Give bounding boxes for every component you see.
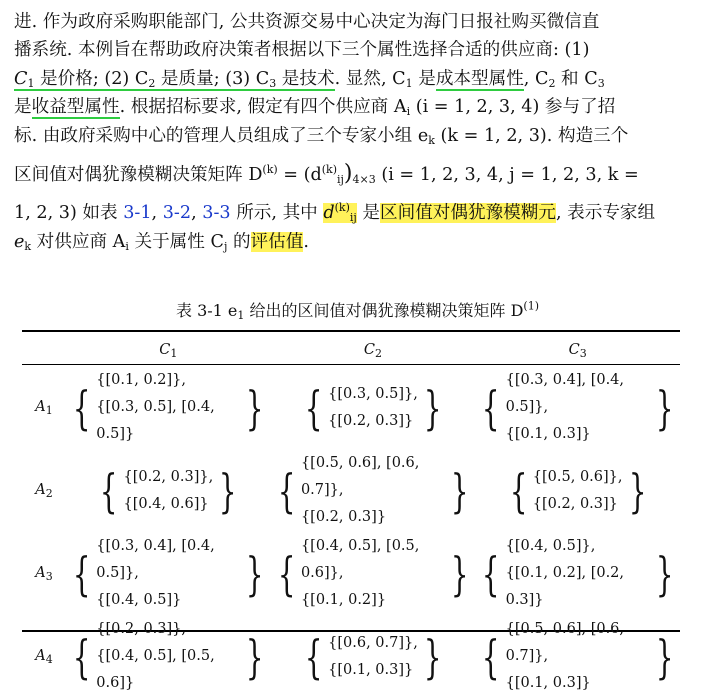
math-subscript: 2: [548, 76, 556, 90]
text-span: 是价格; (2) C: [34, 68, 149, 89]
text-span: , 表示专家组: [555, 202, 656, 223]
paragraph-line-8: [14, 228, 704, 256]
row-header-a3: $A_3$: [35, 564, 53, 583]
matrix-cell: { {[0.3, 0.5]}, {[0.2, 0.3]} }: [304, 380, 442, 435]
text-span: ,: [151, 202, 163, 223]
row-header-a2: $A_2$: [35, 481, 53, 500]
table-link-3-3[interactable]: 3-3: [202, 202, 231, 223]
table-header-row: [22, 336, 680, 366]
highlighted-element-symbol: [323, 200, 357, 224]
text-span: 区间值对偶犹豫模糊决策矩阵 D: [14, 164, 263, 185]
math-symbol: C: [14, 68, 28, 89]
matrix-cell: { {[0.1, 0.2]}, {[0.3, 0.5], [0.4, 0.5]} }: [72, 372, 264, 442]
text-span: 关于属性 C: [128, 231, 224, 252]
math-subscript: i: [125, 239, 129, 253]
text-span: 对供应商 A: [31, 231, 126, 252]
text-span: 标. 由政府采购中心的管理人员组成了三个专家小组 e: [14, 125, 429, 146]
text-span: , C: [523, 68, 549, 89]
text-span: = (d: [277, 164, 322, 185]
text-span: . 根据招标要求, 假定有四个供应商 A: [119, 97, 407, 118]
math-symbol: d: [323, 202, 335, 223]
table-row: [22, 449, 680, 532]
math-subscript: 1: [405, 76, 413, 90]
text-span: 是质量; (3) C: [155, 68, 270, 89]
math-subscript: 3: [597, 76, 605, 90]
math-subscript: i: [406, 105, 411, 119]
table-row: [22, 366, 680, 449]
paragraph-line-4: [14, 93, 704, 121]
nonmembership-values: {[0.1, 0.3]}: [505, 426, 591, 442]
matrix-cell: { {[0.3, 0.4], [0.4, 0.5]}, {[0.1, 0.3]} }: [482, 372, 674, 442]
matrix-cell: { {[0.5, 0.6], [0.6, 0.7]}, {[0.2, 0.3]} }: [277, 455, 469, 525]
corner-cell: [22, 336, 66, 366]
matrix-cell: { {[0.6, 0.7]}, {[0.1, 0.3]} }: [304, 629, 442, 684]
text-span: .: [303, 231, 309, 252]
text-span: (i = 1, 2, 3, 4, j = 1, 2, 3, k =: [375, 164, 639, 185]
membership-values: {[0.5, 0.6], [0.6, 0.7]},: [300, 455, 420, 498]
membership-values: {[0.5, 0.6], [0.6, 0.7]},: [505, 621, 625, 664]
membership-values: {[0.4, 0.5]},: [505, 538, 596, 554]
paragraph-line-3: [14, 65, 704, 93]
nonmembership-values: {[0.1, 0.3]}: [328, 661, 414, 678]
caption-superscript: (1): [523, 299, 540, 313]
table-row: [22, 615, 680, 698]
caption-text: 给出的区间值对偶犹豫模糊决策矩阵 D: [244, 301, 524, 320]
text-span: 的: [227, 231, 251, 252]
text-span: 进. 作为政府采购职能部门, 公共资源交易中心决定为海门日报社购买微信直: [14, 12, 600, 32]
membership-values: {[0.6, 0.7]},: [328, 634, 418, 651]
table-top-rule: [22, 330, 680, 332]
nonmembership-values: {[0.4, 0.5]}: [96, 592, 182, 608]
math-subscript: ij: [349, 210, 357, 224]
nonmembership-values: {[0.2, 0.3]}: [300, 509, 387, 525]
green-underline-attributes: [14, 69, 335, 91]
nonmembership-values: {[0.2, 0.3]}: [328, 412, 414, 429]
membership-values: {[0.2, 0.3]},: [96, 621, 186, 637]
matrix-cell: { {[0.5, 0.6]}, {[0.2, 0.3]} }: [509, 463, 646, 518]
text-span: 播系统. 本例旨在帮助政府决策者根据以下三个属性选择合适的供应商: (1): [14, 40, 590, 61]
math-superscript: (k): [262, 162, 278, 176]
text-span: 和 C: [555, 68, 598, 89]
row-header-a4: $A_4$: [35, 647, 53, 666]
math-subscript: k: [24, 239, 32, 253]
body-paragraph: [14, 8, 704, 256]
text-span: . 显然, C: [334, 68, 406, 89]
table-row: [22, 532, 680, 615]
math-subscript: 4×3: [352, 172, 376, 186]
highlighted-term-evaluation: 评估值: [250, 231, 304, 252]
caption-subscript: 1: [237, 309, 245, 322]
matrix-cell: { {[0.2, 0.3]}, {[0.4, 0.5], [0.5, 0.6]} }: [72, 621, 264, 691]
math-subscript: k: [428, 133, 435, 147]
membership-values: {[0.5, 0.6]},: [532, 468, 623, 485]
text-span: 所示, 其中: [230, 202, 324, 223]
text-span: 是: [14, 97, 32, 118]
membership-values: {[0.2, 0.3]},: [123, 468, 214, 485]
math-subscript: 3: [269, 76, 277, 90]
benefit-attribute-term: 收益型属性: [31, 97, 120, 118]
matrix-cell: { {[0.4, 0.5]}, {[0.1, 0.2], [0.2, 0.3]} }: [482, 538, 674, 608]
highlighted-term-ivdhfe: 区间值对偶犹豫模糊元: [380, 202, 556, 223]
matrix-cell: { {[0.4, 0.5], [0.5, 0.6]}, {[0.1, 0.2]} }: [277, 538, 469, 608]
membership-values: {[0.1, 0.2]},: [96, 372, 186, 388]
paragraph-line-6: [14, 150, 704, 190]
paragraph-line-7: [14, 190, 704, 228]
paragraph-line-5: [14, 122, 704, 150]
math-subscript: 2: [148, 76, 156, 90]
cost-attribute-term: 成本型属性: [435, 68, 524, 89]
nonmembership-values: {[0.4, 0.6]}: [123, 495, 209, 512]
table-link-3-1[interactable]: 3-1: [123, 202, 152, 223]
caption-prefix: 表 3-1 e: [175, 301, 238, 320]
column-header-c1: $C_1$: [159, 342, 178, 360]
math-superscript: (k): [321, 162, 337, 176]
text-span: ): [343, 160, 353, 186]
membership-values: {[0.3, 0.4], [0.4, 0.5]},: [96, 538, 215, 581]
nonmembership-values: {[0.3, 0.5], [0.4, 0.5]}: [96, 399, 215, 442]
membership-values: {[0.3, 0.5]},: [328, 385, 418, 402]
nonmembership-values: {[0.4, 0.5], [0.5, 0.6]}: [96, 648, 215, 691]
text-span: 1, 2, 3) 如表: [14, 202, 124, 223]
math-symbol: e: [14, 231, 25, 252]
math-subscript: j: [223, 239, 228, 253]
matrix-cell: { {[0.5, 0.6], [0.6, 0.7]}, {[0.1, 0.3]} }: [482, 621, 674, 691]
text-span: 是: [356, 202, 380, 223]
decision-matrix-table: [22, 336, 680, 698]
nonmembership-values: {[0.1, 0.3]}: [505, 675, 591, 691]
column-header-c3: $C_3$: [568, 342, 587, 360]
math-subscript: 1: [27, 76, 35, 90]
table-link-3-2[interactable]: 3-2: [162, 202, 192, 223]
membership-values: {[0.4, 0.5], [0.5, 0.6]},: [300, 538, 420, 581]
text-span: ,: [191, 202, 203, 223]
text-span: (k = 1, 2, 3). 构造三个: [434, 125, 629, 146]
paragraph-line-2: [14, 36, 704, 64]
text-span: 是: [412, 68, 436, 89]
nonmembership-values: {[0.1, 0.2], [0.2, 0.3]}: [505, 565, 625, 608]
matrix-cell: { {[0.3, 0.4], [0.4, 0.5]}, {[0.4, 0.5]} }: [72, 538, 264, 608]
membership-values: {[0.3, 0.4], [0.4, 0.5]},: [505, 372, 625, 415]
text-span: 是技术: [276, 68, 335, 89]
row-header-a1: $A_1$: [35, 398, 53, 417]
column-header-c2: $C_2$: [363, 342, 383, 360]
nonmembership-values: {[0.1, 0.2]}: [300, 592, 387, 608]
math-superscript: (k): [334, 200, 350, 214]
paragraph-line-1: [14, 8, 704, 36]
math-subscript: ij: [336, 172, 344, 186]
text-span: (i = 1, 2, 3, 4) 参与了招: [410, 97, 616, 118]
table-caption: [0, 298, 715, 322]
nonmembership-values: {[0.2, 0.3]}: [532, 495, 618, 512]
matrix-cell: { {[0.2, 0.3]}, {[0.4, 0.6]} }: [100, 463, 237, 518]
